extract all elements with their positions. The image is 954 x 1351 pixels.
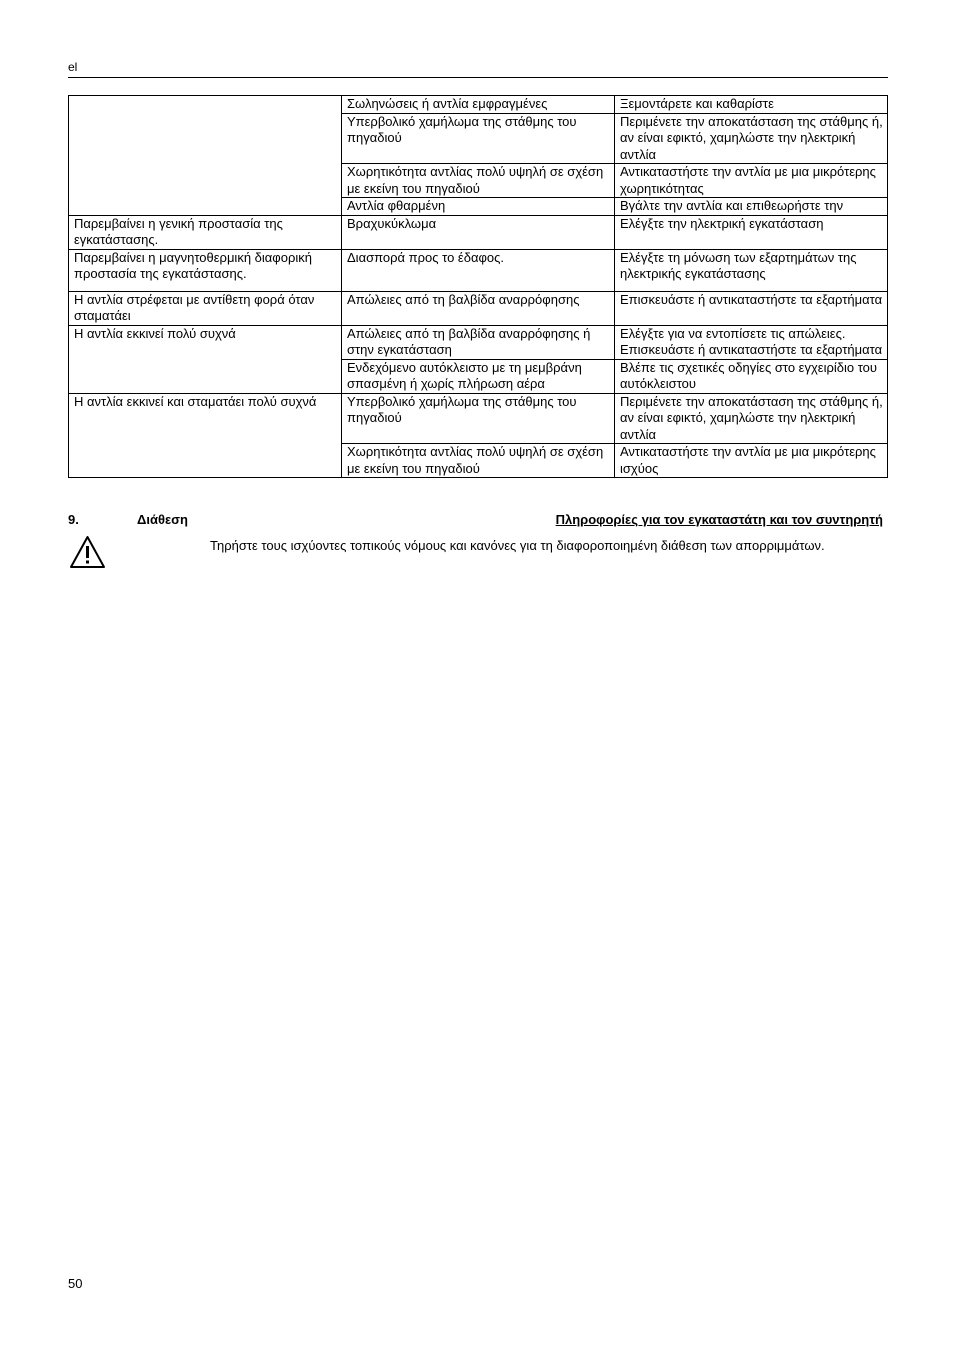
- cause-cell: Απώλειες από τη βαλβίδα αναρρόφησης ή στην εγκατάσταση: [342, 325, 615, 359]
- table-row: [69, 215, 888, 249]
- remedy-cell: Περιμένετε την αποκατάσταση της στάθμης ή, αν είναι εφικτό, χαμηλώστε την ηλεκτρική αντλία: [615, 393, 888, 444]
- cause-cell: Υπερβολικό χαμήλωμα της στάθμης του πηγαδιού: [342, 393, 615, 444]
- section-number: 9.: [68, 512, 79, 527]
- problem-cell: Παρεμβαίνει η μαγνητοθερμική διαφορική προστασία της εγκατάστασης.: [69, 249, 342, 291]
- table-row: [69, 393, 888, 444]
- remedy-cell: Βλέπε τις σχετικές οδηγίες στο εγχειρίδιο του αυτόκλειστου: [615, 359, 888, 393]
- remedy-cell: Περιμένετε την αποκατάσταση της στάθμης ή, αν είναι εφικτό, χαμηλώστε την ηλεκτρική αντλία: [615, 113, 888, 164]
- problem-cell: Παρεμβαίνει η γενική προστασία της εγκατάστασης.: [69, 215, 342, 249]
- remedy-cell: Ελέγξτε την ηλεκτρική εγκατάσταση: [615, 215, 888, 249]
- cause-cell: Ενδεχόμενο αυτόκλειστο με τη μεμβράνη σπασμένη ή χωρίς πλήρωση αέρα: [342, 359, 615, 393]
- problem-cell: Η αντλία στρέφεται με αντίθετη φορά όταν σταματάει: [69, 291, 342, 325]
- problem-cell: [69, 96, 342, 216]
- remedy-cell: Αντικαταστήστε την αντλία με μια μικρότερης ισχύος: [615, 444, 888, 478]
- remedy-cell: Επισκευάστε ή αντικαταστήστε τα εξαρτήματα: [615, 291, 888, 325]
- remedy-cell: Βγάλτε την αντλία και επιθεωρήστε την: [615, 198, 888, 216]
- problem-cell: Η αντλία εκκινεί πολύ συχνά: [69, 325, 342, 393]
- section-audience: Πληροφορίες για τον εγκαταστάτη και τον συντηρητή: [555, 512, 883, 527]
- troubleshooting-table: [68, 95, 888, 478]
- cause-cell: Υπερβολικό χαμήλωμα της στάθμης του πηγαδιού: [342, 113, 615, 164]
- cause-cell: Διασπορά προς το έδαφος.: [342, 249, 615, 291]
- cause-cell: Απώλειες από τη βαλβίδα αναρρόφησης: [342, 291, 615, 325]
- remedy-cell: Ελέγξτε για να εντοπίσετε τις απώλειες. Επισκευάστε ή αντικαταστήστε τα εξαρτήματα: [615, 325, 888, 359]
- table-row: [69, 325, 888, 359]
- cause-cell: Σωληνώσεις ή αντλία εμφραγμένες: [342, 96, 615, 114]
- table-row: [69, 291, 888, 325]
- remedy-cell: Αντικαταστήστε την αντλία με μια μικρότερης χωρητικότητας: [615, 164, 888, 198]
- cause-cell: Αντλία φθαρμένη: [342, 198, 615, 216]
- section-title: Διάθεση: [137, 512, 188, 527]
- page-number: 50: [68, 1276, 83, 1291]
- language-code: el: [68, 60, 78, 74]
- table-row: [69, 249, 888, 291]
- cause-cell: Χωρητικότητα αντλίας πολύ υψηλή σε σχέση με εκείνη του πηγαδιού: [342, 444, 615, 478]
- problem-cell: Η αντλία εκκινεί και σταματάει πολύ συχνά: [69, 393, 342, 478]
- table-row: [69, 96, 888, 114]
- cause-cell: Χωρητικότητα αντλίας πολύ υψηλή σε σχέση με εκείνη του πηγαδιού: [342, 164, 615, 198]
- remedy-cell: Ελέγξτε τη μόνωση των εξαρτημάτων της ηλεκτρικής εγκατάστασης: [615, 249, 888, 291]
- disposal-instructions: Τηρήστε τους ισχύοντες τοπικούς νόμους και κανόνες για τη διαφοροποιημένη διάθεση των απορριμμάτων.: [210, 538, 825, 553]
- warning-triangle-icon: [69, 535, 106, 569]
- header-divider: [68, 77, 888, 78]
- remedy-cell: Ξεμοντάρετε και καθαρίστε: [615, 96, 888, 114]
- cause-cell: Βραχυκύκλωμα: [342, 215, 615, 249]
